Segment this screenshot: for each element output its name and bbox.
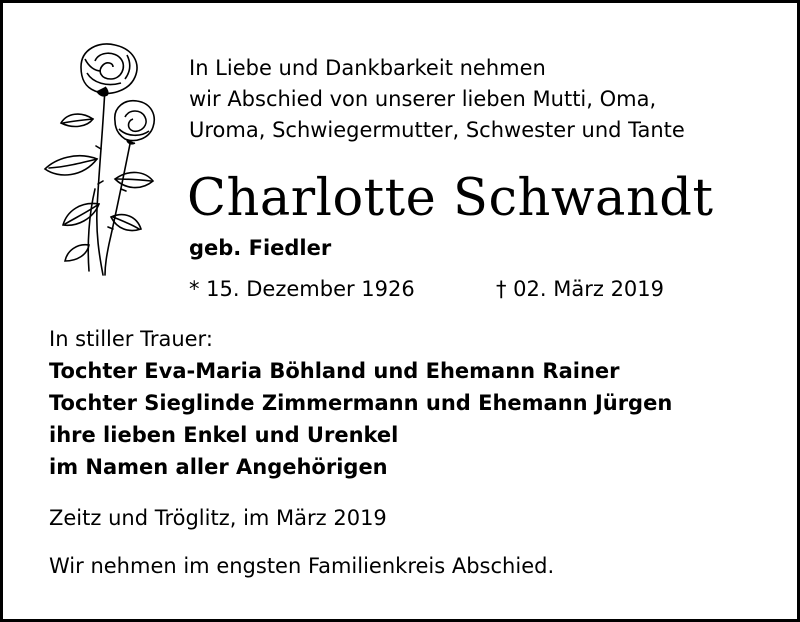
intro-line: wir Abschied von unserer lieben Mutti, Oma, — [189, 87, 657, 111]
intro-text — [189, 53, 769, 146]
mourner-line: ihre lieben Enkel und Urenkel — [49, 423, 399, 447]
deceased-name: Charlotte Schwandt — [187, 169, 714, 228]
intro-line: In Liebe und Dankbarkeit nehmen — [189, 56, 546, 80]
farewell-note: Wir nehmen im engsten Familienkreis Abschied. — [49, 554, 555, 578]
mourner-line: im Namen aller Angehörigen — [49, 455, 388, 479]
birth-date: * 15. Dezember 1926 — [189, 277, 415, 301]
death-date: † 02. März 2019 — [496, 277, 665, 301]
mourning-label: In stiller Trauer: — [49, 327, 213, 351]
mourner-line: Tochter Sieglinde Zimmermann und Ehemann Jürgen — [49, 391, 673, 415]
rose-icon — [37, 39, 159, 277]
birth-name: geb. Fiedler — [189, 236, 332, 260]
mourner-line: Tochter Eva-Maria Böhland und Ehemann Rainer — [49, 359, 620, 383]
intro-line: Uroma, Schwiegermutter, Schwester und Tante — [189, 118, 685, 142]
mourners-block — [49, 323, 769, 483]
place-date: Zeitz und Tröglitz, im März 2019 — [49, 506, 387, 530]
